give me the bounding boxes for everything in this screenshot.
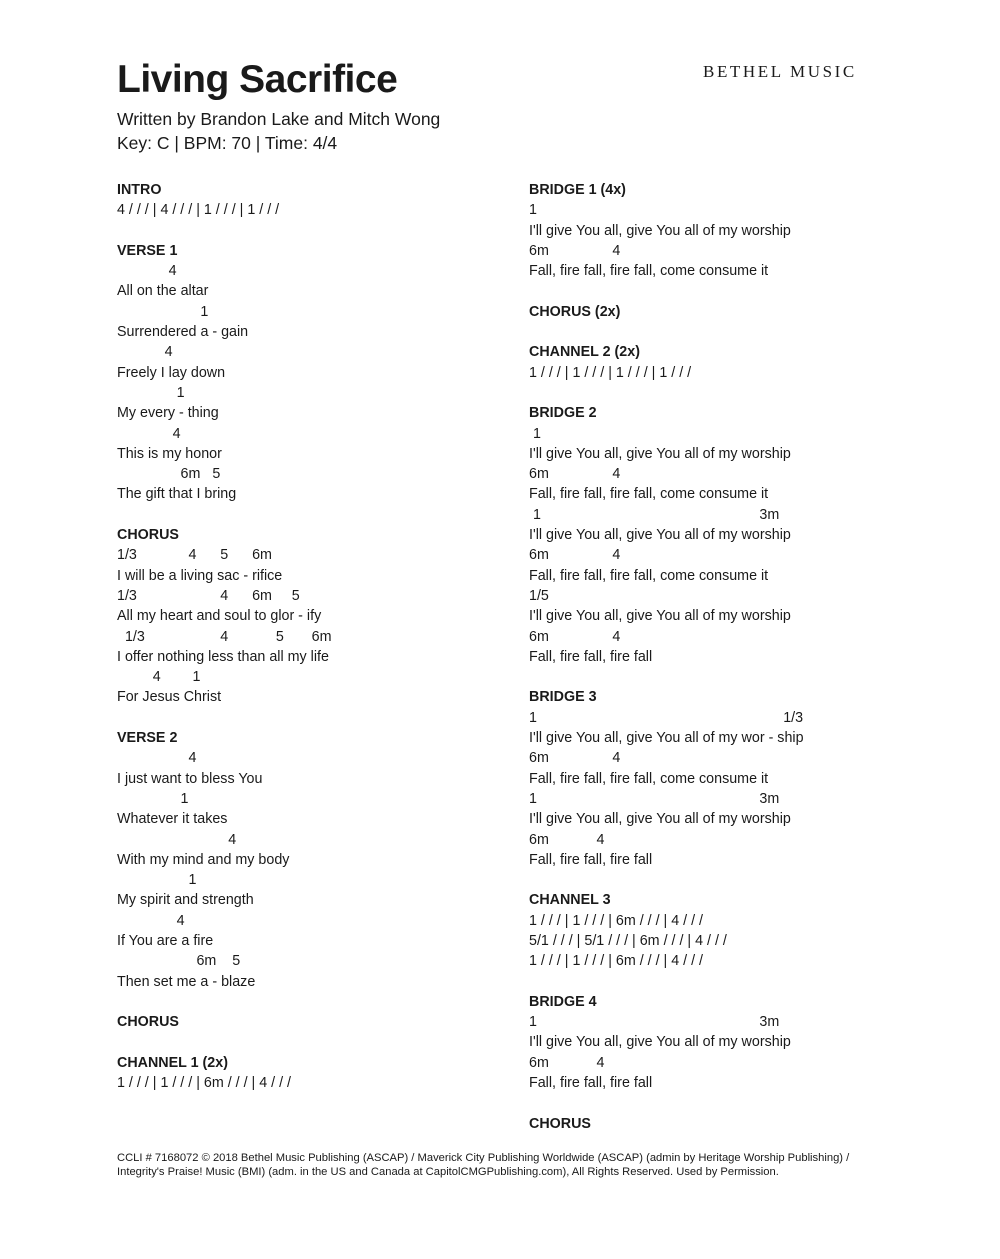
section-heading: CHORUS [117, 527, 179, 544]
song-key-info: Key: C | BPM: 70 | Time: 4/4 [117, 133, 338, 153]
left-column [117, 180, 497, 1093]
chord-line: 1/5 [529, 587, 549, 604]
section-spacer [529, 383, 909, 403]
section-heading: VERSE 1 [117, 242, 178, 259]
section-spacer [529, 972, 909, 992]
section-heading: BRIDGE 3 [529, 689, 597, 706]
lyric-line: Surrendered a - gain [117, 324, 249, 341]
lyric-line: Fall, fire fall, fire fall [529, 648, 653, 665]
chord-line: 1 / / / | 1 / / / | 1 / / / | 1 / / / [529, 364, 692, 381]
copyright-footer [117, 1152, 897, 1179]
section-spacer [117, 221, 497, 241]
lyric-line: Freely I lay down [117, 364, 226, 381]
lyric-line: The gift that I bring [117, 486, 237, 503]
chord-line: 6m 4 [529, 750, 621, 767]
lyric-line: Fall, fire fall, fire fall, come consume it [529, 486, 769, 503]
section-spacer [117, 708, 497, 728]
section-spacer [117, 992, 497, 1012]
chord-line: 1 [529, 425, 541, 442]
section-heading: CHANNEL 3 [529, 892, 611, 909]
lyric-line: I'll give You all, give You all of my worship [529, 445, 791, 462]
lyric-line: For Jesus Christ [117, 689, 222, 706]
lyric-line: All on the altar [117, 283, 209, 300]
chord-line: 1 / / / | 1 / / / | 6m / / / | 4 / / / [529, 912, 704, 929]
chord-line: 6m 4 [529, 242, 621, 259]
lyric-line: I'll give You all, give You all of my worship [529, 608, 791, 625]
lyric-line: I offer nothing less than all my life [117, 648, 329, 665]
chord-line: 4 [117, 912, 185, 929]
chord-line: 6m 5 [117, 466, 221, 483]
lyric-line: Fall, fire fall, fire fall [529, 1075, 653, 1092]
section-spacer [529, 322, 909, 342]
chord-line: 1/3 4 6m 5 [117, 587, 300, 604]
song-credits: Written by Brandon Lake and Mitch Wong [117, 109, 441, 129]
chord-line: 1 [117, 384, 185, 401]
section-spacer [117, 1032, 497, 1052]
lyric-line: Fall, fire fall, fire fall, come consume it [529, 263, 769, 280]
lyric-line: All my heart and soul to glor - ify [117, 608, 322, 625]
chord-line: 1/3 4 5 6m [117, 628, 332, 645]
chord-line: 1/3 4 5 6m [117, 547, 272, 564]
chord-line: 1 / / / | 1 / / / | 6m / / / | 4 / / / [117, 1075, 292, 1092]
chord-line: 4 / / / | 4 / / / | 1 / / / | 1 / / / [117, 202, 280, 219]
section-spacer [117, 505, 497, 525]
lyric-line: My spirit and strength [117, 892, 254, 909]
chord-line: 4 [117, 425, 181, 442]
chord-line: 4 [117, 750, 197, 767]
chord-line: 1 [117, 872, 197, 889]
lyric-line: I'll give You all, give You all of my worship [529, 222, 791, 239]
lyric-line: Fall, fire fall, fire fall, come consume it [529, 770, 769, 787]
section-heading: VERSE 2 [117, 730, 178, 747]
song-title: Living Sacrifice [117, 58, 398, 101]
lyric-line: Then set me a - blaze [117, 973, 256, 990]
lyric-line: I will be a living sac - rifice [117, 567, 283, 584]
section-heading: CHANNEL 2 (2x) [529, 344, 640, 361]
lyric-line: I just want to bless You [117, 770, 263, 787]
lyric-line: Whatever it takes [117, 811, 228, 828]
section-heading: CHORUS (2x) [529, 303, 621, 320]
section-heading: INTRO [117, 182, 162, 198]
section-spacer [529, 667, 909, 687]
publisher-logo: BETHEL MUSIC [703, 62, 857, 81]
chord-line: 5/1 / / / | 5/1 / / / | 6m / / / | 4 / / / [529, 932, 727, 949]
chord-line: 6m 4 [529, 466, 621, 483]
section-heading: CHANNEL 1 (2x) [117, 1054, 228, 1071]
lyric-line: With my mind and my body [117, 851, 290, 868]
footer-line: Integrity's Praise! Music (BMI) (adm. in the US and Canada at CapitolCMGPublishing.com), All Rights Reserved. Used by Permission. [117, 1165, 779, 1178]
lyric-line: My every - thing [117, 405, 219, 422]
lyric-line: I'll give You all, give You all of my worship [529, 527, 791, 544]
chord-line: 1 3m [529, 790, 780, 807]
lyric-line: This is my honor [117, 445, 222, 462]
chord-line: 1 [117, 790, 189, 807]
chord-line: 6m 4 [529, 628, 621, 645]
chord-line: 6m 4 [529, 1054, 605, 1071]
chord-line: 4 [117, 263, 177, 280]
lyric-line: If You are a fire [117, 932, 214, 949]
right-column [529, 180, 909, 1134]
section-heading: BRIDGE 2 [529, 405, 597, 422]
chord-line: 1 1/3 [529, 709, 804, 726]
section-spacer [529, 870, 909, 890]
chord-line: 1 [529, 202, 537, 219]
chord-line: 4 [117, 831, 237, 848]
lyric-line: I'll give You all, give You all of my worship [529, 811, 791, 828]
lyric-line: Fall, fire fall, fire fall, come consume it [529, 567, 769, 584]
section-heading: CHORUS [117, 1014, 179, 1031]
section-heading: BRIDGE 4 [529, 993, 597, 1010]
chord-line: 6m 4 [529, 547, 621, 564]
chord-line: 1 / / / | 1 / / / | 6m / / / | 4 / / / [529, 953, 704, 970]
section-heading: CHORUS [529, 1115, 591, 1132]
chord-line: 4 1 [117, 669, 201, 686]
chord-line: 1 [117, 303, 209, 320]
section-heading: BRIDGE 1 (4x) [529, 182, 626, 198]
lyric-line: I'll give You all, give You all of my worship [529, 1034, 791, 1051]
lyric-line: I'll give You all, give You all of my wor - ship [529, 730, 804, 747]
chord-line: 1 3m [529, 506, 780, 523]
section-spacer [529, 281, 909, 301]
chord-line: 4 [117, 344, 173, 361]
lyric-line: Fall, fire fall, fire fall [529, 851, 653, 868]
chord-line: 6m 5 [117, 953, 241, 970]
section-spacer [529, 1093, 909, 1113]
footer-line: CCLI # 7168072 © 2018 Bethel Music Publishing (ASCAP) / Maverick City Publishing Worldwide (ASCAP) (admin by Heritage Worship Publishing) / [117, 1152, 850, 1164]
chord-line: 1 3m [529, 1014, 780, 1031]
chord-line: 6m 4 [529, 831, 605, 848]
